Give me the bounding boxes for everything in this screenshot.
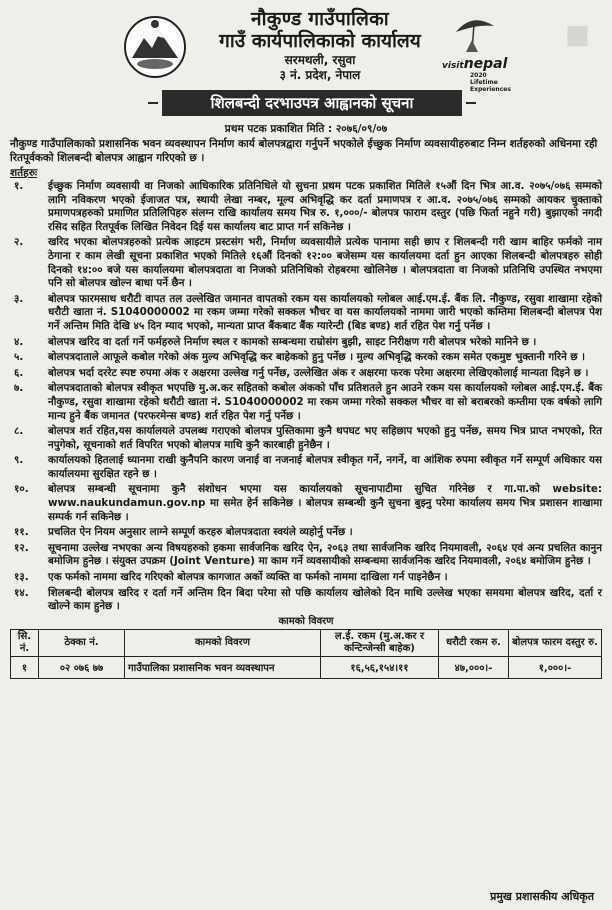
col-header-form-fee: बोलपत्र फारम दस्तुर रु. xyxy=(509,629,602,656)
condition-number: ४. xyxy=(14,335,24,348)
office-name: गाउँ कार्यपालिकाको कार्यालय xyxy=(219,30,421,52)
condition-item xyxy=(10,336,602,350)
condition-item xyxy=(10,526,602,540)
bleed-through-mark: ■ xyxy=(565,20,590,50)
condition-text: शिलबन्दी बोलपत्र खरिद र दर्ता गर्ने अन्तिम दिन बिदा परेमा सो पछि कार्यालय खोलेको दिन माथि उल्लेख भएका समयमा बोलपत्र खरिद, दर्ता र खोल्ने काम हुनेछ । xyxy=(48,586,602,613)
condition-number: २. xyxy=(14,236,24,249)
nepal-text: nepal xyxy=(463,56,508,72)
visit-text: visit xyxy=(442,61,464,71)
work-details-table xyxy=(10,629,602,679)
visit-year-text: 2020 Lifetime Experiences xyxy=(470,72,511,93)
cell-estimate: १६,५६,१५४।११ xyxy=(321,656,439,678)
condition-item xyxy=(10,587,602,614)
condition-text: बोलपत्र खरिद वा दर्ता गर्ने फर्महरुले निर्माण स्थल र कामको सम्बन्धमा राम्रोसंग बुझी, साइट निरीक्षण गरी बोलपत्र भरेको मानिने छ । xyxy=(48,335,537,348)
condition-text: बोलपत्रदाताको बोलपत्र स्वीकृत भएपछि मु.अ.कर सहितको कबोल अंकको पाँच प्रतिशतले हुन आउने रकम यस कार्यालयको ग्लोबल आई.एम.ई. बैंक नौकुण्ड, रसुवा शाखामा रहेको धरौटी खाता नं. S1040000002 मा रकम जम्मा गरेको सक्कल भौचर वा सो बराबरको कम्तीमा एक वर्षको लागि मान्य हुने बैंक जमानत (परफरमेन्स बण्ड) शर्त रहित पेश गर्नु पर्नेछ । xyxy=(48,382,602,422)
condition-number: ३. xyxy=(14,292,24,305)
cell-form-fee: १,०००।- xyxy=(509,656,602,678)
condition-text: बोलपत्र शर्त रहित,यस कार्यालयले उपलब्ध गराएको बोलपत्र पुस्तिकामा कुनै थपघट भए सहिछाप भएको हुनु पर्नेछ, समय भित्र प्राप्त नभएको, रित नपुगेको, सूचनाको शर्त विपरित भएको बोलपत्र माथि कुनै कारबाही हुनेछैन । xyxy=(48,425,602,451)
conditions-list xyxy=(10,180,602,614)
province-name: ३ नं. प्रदेश, नेपाल xyxy=(279,68,361,82)
umbrella-icon xyxy=(442,12,502,56)
visit-nepal-logo xyxy=(442,12,514,93)
condition-item xyxy=(10,236,602,290)
work-details-caption: कामको विवरण xyxy=(278,615,334,627)
conditions-heading: शर्तहरुः xyxy=(10,167,38,179)
cell-serial: १ xyxy=(11,656,39,678)
condition-number: १०. xyxy=(14,483,29,496)
notice-title-bar: शिलबन्दी दरभाउपत्र आह्वानको सूचना xyxy=(162,90,462,116)
table-header-row xyxy=(11,629,602,656)
intro-paragraph: नौकुण्ड गाउँपालिकाको प्रशासनिक भवन व्यवस्थापन निर्माण कार्य बोलपत्रद्वारा गर्नुपर्ने भएकोले ईच्छुक निर्माण व्यवसायीहरुबाट निम्न शर्तहरुको अधिनमा रही रितपूर्वकको शिलबन्दी बोलपत्र आह्वान गरिएको छ । xyxy=(10,138,598,164)
condition-number: ८. xyxy=(14,425,24,438)
col-header-serial: सि. नं. xyxy=(11,629,39,656)
condition-item xyxy=(10,367,602,381)
cell-deposit: ४७,०००।- xyxy=(439,656,509,678)
header xyxy=(10,0,602,118)
condition-number: ११. xyxy=(14,526,29,539)
publication-date: प्रथम पटक प्रकाशित मिति : २०७६/०९/०७ xyxy=(224,123,388,135)
condition-item xyxy=(10,425,602,452)
table-row xyxy=(11,656,602,678)
col-header-description: कामको विवरण xyxy=(125,629,321,656)
municipality-name: नौकुण्ड गाउँपालिका xyxy=(251,8,389,30)
condition-text: बोलपत्रदाताले आफूले कबोल गरेको अंक मुल्य अभिवृद्धि कर बाहेकको हुनु पर्नेछ । मुल्य अभिवृद्धि करको रकम समेत एकमुष्ट भुक्तानी गरिने छ । xyxy=(48,351,586,364)
nepal-emblem-icon xyxy=(120,14,190,80)
condition-text: बोलपत्र फारमसाथ धरौटी वापत तल उल्लेखित जमानत वापतको रकम यस कार्यालयको ग्लोबल आई.एम.ई. बैंक लि. नौकुण्ड, रसुवा शाखामा रहेको धरौटी खाता नं. S1040000002 मा रकम जम्मा गरेको सक्कल भौचर वा यस कार्यालयको नाममा जारी भएको कम्तिमा शिलबन्दी बोलपत्र पेश गर्ने अन्तिम मिति देखि ४५ दिन म्याद भएको, मान्यता प्राप्त बैंकबाट बैंक ग्यारेन्टी (बिड बण्ड) शर्त रहित पेश गर्नु पर्नेछ । xyxy=(48,292,602,332)
office-address: सरमथली, रसुवा xyxy=(284,53,356,67)
col-header-deposit: धरौटी रकम रु. xyxy=(439,629,509,656)
office-title-block xyxy=(190,8,450,83)
condition-text: खरिद भएका बोलपत्रहरुको प्रत्येक आइटम प्रस्टसंग भरी, निर्माण व्यवसायीले प्रत्येक पानामा सही छाप र शिलबन्दी गरी खाम बाहिर फर्मको नाम ठेगाना र काम लेखी सूचना प्रकाशित भएको मितिले १६औं दिनको १२:०० बजेसम्म यस कार्यालयमा दर्ता हुन आएका शिलबन्दी बोलपत्रहरु सोही दिनको १४:०० बजे यस कार्यालयमा बोलपत्रदाता वा निजको प्रतिनिधिको रोहबरमा खोलिनेछ । बोलपत्रदाता वा निजको प्रतिनिधि उपस्थित नभएमा पनि सो बोलपत्र खोल्न बाधा पर्ने छैन । xyxy=(48,236,602,290)
condition-number: १३. xyxy=(14,571,29,584)
condition-text: एक फर्मको नाममा खरिद गरिएको बोलपत्र कागजात अर्को व्यक्ति वा फर्मको नाममा दाखिला गर्न पाइनेछैन । xyxy=(48,571,448,584)
condition-number: ९. xyxy=(14,454,24,467)
condition-text: कार्यालयको हितलाई ध्यानमा राखी कुनैपनि कारण जनाई वा नजनाई बोलपत्र स्वीकृत गर्ने, नगर्ने, वा आंशिक रुपमा स्वीकृत गर्ने सम्पूर्ण अधिकार यस कार्यालयमा सुरक्षित रहने छ । xyxy=(48,454,602,480)
condition-item xyxy=(10,483,602,524)
cell-description: गाउँपालिका प्रशासनिक भवन व्यवस्थापन xyxy=(125,656,321,678)
condition-text: प्रचलित ऐन नियम अनुसार लाग्ने सम्पूर्ण करहरु बोलपत्रदाता स्वयंले व्यहोर्नु पर्नेछ । xyxy=(48,526,353,539)
condition-item xyxy=(10,382,602,423)
signature-title: प्रमुख प्रशासकीय अधिकृत xyxy=(490,890,594,903)
condition-item xyxy=(10,454,602,481)
col-header-estimate: ल.ई. रकम (मु.अ.कर र कन्टिन्जेन्सी बाहेक) xyxy=(321,629,439,656)
condition-number: ७. xyxy=(14,382,24,395)
condition-item xyxy=(10,571,602,585)
condition-number: ५. xyxy=(14,351,24,364)
condition-item xyxy=(10,293,602,334)
condition-number: १. xyxy=(14,180,24,192)
condition-number: ६. xyxy=(14,366,24,379)
condition-text: बोलपत्र भर्दा दररेट स्पष्ट रुपमा अंक र अक्षरमा उल्लेख गर्नु पर्नेछ, उल्लेखित अंक र अक्षरमा फरक परेमा अक्षरमा लेखिएकोलाई मान्यता दिइने छ । xyxy=(48,366,589,379)
condition-text: ईच्छुक निर्माण व्यवसायी वा निजको आधिकारिक प्रतिनिधिले यो सुचना प्रथम पटक प्रकाशित मितिले १५औं दिन भित्र आ.व. २०७५/०७६ सम्मको लागि नविकरण भएको ईजाजत पत्र, स्थायी लेखा नम्बर, मूल्य अभिवृद्धि कर दर्ता प्रमाणपत्र र आ.व. २०७५/०७६ सम्मको आयकर चुक्ताको प्रमाणपत्रहरुको प्रमाणित प्रतिलिपिहरु संलग्न राखि कार्यालय समय भित्र रु. १,०००/- बोलपत्र फाराम दस्तुर (पछि फिर्ता नहुने गरी) बुझाएको नगदी रसिद सहित रितपूर्वक लिखित निवेदन दिई यस कार्यालय बाट प्राप्त गर्न सकिनेछ । xyxy=(48,180,602,233)
condition-text: बोलपत्र सम्बन्धी सूचनामा कुनै संशोधन भएमा यस कार्यालयको सूचनापाटीमा सुचित गरिनेछ र गा.पा.को website: www.naukundamun.gov.np मा समेत हेर्न सकिनेछ । बोलपत्र सम्बन्धी कुनै सुचना बुझ्नु परेमा कार्यालय समय भित्र प्रशासन शाखामा सम्पर्क गर्न सकिनेछ । xyxy=(48,483,602,523)
condition-text: सूचनामा उल्लेख नभएका अन्य विषयहरुको हकमा सार्वजनिक खरिद ऐन, २०६३ तथा सार्वजनिक खरिद नियमावली, २०६४ एवं अन्य प्रचलित कानुन बमोजिम हुनेछ । संयुक्त उपक्रम (Joint Venture) मा काम गर्ने व्यवसायीको सम्बन्धमा सार्वजनिक खरिद नियमावली, २०६४ बमोजिम हुनेछ । xyxy=(48,541,602,568)
condition-item xyxy=(10,542,602,569)
condition-number: १४. xyxy=(14,586,29,599)
condition-number: १२. xyxy=(14,541,29,554)
cell-contract-no: ०२ ०७६ ७७ xyxy=(39,656,125,678)
col-header-contract-no: ठेक्का नं. xyxy=(39,629,125,656)
condition-item xyxy=(10,351,602,365)
condition-item xyxy=(10,180,602,234)
